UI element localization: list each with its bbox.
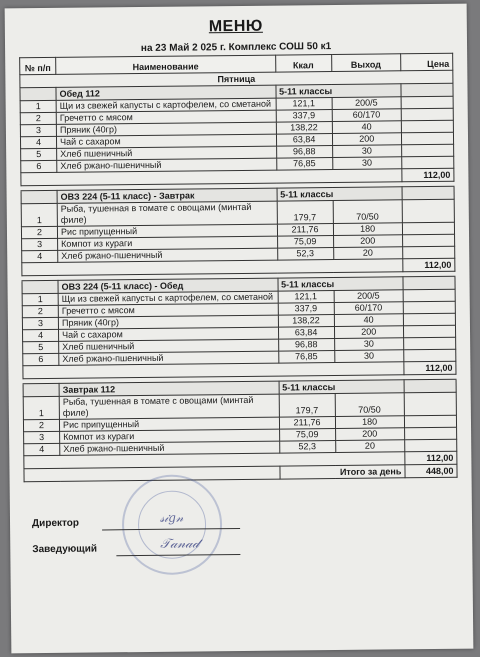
item-price	[403, 325, 455, 338]
item-price	[402, 222, 454, 235]
day-label: Пятница	[20, 70, 453, 88]
item-price	[401, 96, 453, 109]
item-number: 1	[21, 203, 57, 226]
item-price	[404, 415, 456, 428]
item-output: 30	[332, 157, 401, 170]
item-name: Компот из кураги	[60, 429, 280, 443]
item-kcal: 211,76	[277, 224, 333, 237]
item-name: Щи из свежей капусты с картофелем, со сметаной	[56, 98, 276, 112]
item-output: 30	[332, 145, 401, 158]
item-output: 20	[333, 247, 402, 260]
item-name: Хлеб пшеничный	[57, 146, 277, 160]
item-output: 60/170	[332, 109, 401, 122]
item-kcal: 337,9	[276, 110, 332, 123]
item-number: 5	[21, 148, 57, 160]
item-price	[403, 337, 455, 350]
item-number: 3	[22, 238, 58, 250]
section-name: ОВЗ 224 (5-11 класс) - Обед	[58, 278, 278, 293]
item-name: Хлеб пшеничный	[59, 339, 279, 353]
item-price	[401, 120, 453, 133]
item-output: 30	[334, 350, 403, 363]
section-name: Завтрак 112	[59, 381, 279, 396]
grand-total-value: 448,00	[405, 464, 457, 478]
item-output: 30	[334, 338, 403, 351]
item-output: 60/170	[334, 302, 403, 315]
item-number: 4	[24, 443, 60, 455]
menu-body	[20, 70, 457, 482]
section-num-cell	[20, 87, 56, 100]
header-name: Наименование	[56, 55, 276, 74]
item-output: 180	[333, 223, 402, 236]
item-name: Пряник (40гр)	[56, 122, 276, 136]
item-price	[401, 144, 453, 157]
item-kcal: 179,7	[277, 201, 333, 225]
item-output: 200/5	[332, 97, 401, 110]
item-kcal: 52,3	[279, 440, 335, 453]
item-output: 200	[334, 326, 403, 339]
page-title: МЕНЮ	[208, 17, 263, 36]
item-kcal: 179,7	[279, 394, 335, 418]
section-grade: 5-11 классы	[277, 187, 402, 201]
section-num-cell	[23, 383, 59, 396]
item-kcal: 63,84	[276, 134, 332, 147]
item-number: 2	[21, 226, 57, 238]
item-kcal: 52,3	[277, 248, 333, 261]
item-kcal: 337,9	[278, 303, 334, 316]
item-price	[404, 427, 456, 440]
section-num-cell	[22, 280, 58, 293]
item-number: 3	[22, 317, 58, 329]
section-grade: 5-11 классы	[278, 277, 403, 291]
item-number: 6	[21, 160, 57, 172]
item-output: 40	[332, 121, 401, 134]
item-name: Хлеб ржано-пшеничный	[59, 351, 279, 365]
item-output: 70/50	[335, 393, 405, 417]
page-subtitle: на 23 Май 2 025 г. Комплекс СОШ 50 к1	[140, 41, 332, 55]
section-name: Обед 112	[56, 85, 276, 100]
item-name: Гречетто с мясом	[58, 303, 278, 317]
item-name: Чай с сахаром	[59, 327, 279, 341]
item-kcal: 138,22	[278, 315, 334, 328]
director-label: Директор	[31, 517, 80, 530]
item-price	[404, 349, 456, 362]
item-price	[403, 289, 455, 302]
section-grade: 5-11 классы	[276, 84, 401, 98]
item-kcal: 76,85	[276, 158, 332, 171]
item-kcal: 76,85	[278, 351, 334, 364]
grand-total-label: Итого за день	[280, 465, 405, 479]
section-grade: 5-11 классы	[279, 380, 404, 394]
item-number: 3	[24, 431, 60, 443]
menu-sheet	[5, 4, 474, 654]
item-output: 20	[335, 440, 404, 453]
header-price: Цена	[400, 53, 452, 71]
section-price-cell	[403, 276, 455, 290]
item-kcal: 121,1	[278, 291, 334, 304]
item-name: Рыба, тушенная в томате с овощами (минтай филе)	[57, 201, 277, 226]
section-total: 112,00	[405, 451, 457, 465]
item-number: 6	[23, 353, 59, 365]
item-number: 4	[22, 250, 58, 262]
item-name: Рис припущенный	[59, 417, 279, 431]
section-price-cell	[402, 186, 454, 200]
section-total: 112,00	[404, 361, 456, 375]
item-price	[403, 313, 455, 326]
item-number: 4	[20, 136, 56, 148]
item-price	[402, 234, 454, 247]
item-name: Щи из свежей капусты с картофелем, со сметаной	[58, 291, 278, 305]
item-number: 5	[23, 341, 59, 353]
item-number: 1	[22, 293, 58, 305]
item-name: Хлеб ржано-пшеничный	[57, 158, 277, 172]
item-kcal: 211,76	[279, 417, 335, 430]
item-number: 2	[23, 419, 59, 431]
item-kcal: 75,09	[279, 428, 335, 441]
item-number: 2	[22, 305, 58, 317]
section-total: 112,00	[403, 258, 455, 272]
header-output: Выход	[331, 54, 401, 72]
item-number: 4	[23, 329, 59, 341]
section-price-cell	[404, 379, 456, 393]
header-num: № п/п	[20, 57, 56, 74]
section-name: ОВЗ 224 (5-11 класс) - Завтрак	[57, 188, 277, 203]
item-output: 200/5	[334, 290, 403, 303]
item-price	[402, 156, 454, 169]
item-kcal: 138,22	[276, 122, 332, 135]
item-price	[404, 392, 456, 416]
item-price	[402, 199, 454, 223]
item-output: 200	[332, 133, 401, 146]
signature-director: 𝓈𝒾𝑔𝓃	[159, 510, 184, 525]
item-price	[401, 132, 453, 145]
item-price	[403, 301, 455, 314]
section-num-cell	[21, 190, 57, 203]
header-kcal: Ккал	[275, 55, 331, 73]
menu-table	[19, 53, 457, 483]
item-name: Рис припущенный	[57, 224, 277, 238]
item-output: 200	[333, 235, 402, 248]
item-number: 3	[20, 124, 56, 136]
section-price-cell	[401, 83, 453, 97]
signature-manager: 𝒯𝒶𝓃𝒶𝒹	[160, 536, 200, 552]
item-name: Гречетто с мясом	[56, 110, 276, 124]
item-kcal: 63,84	[278, 327, 334, 340]
item-output: 70/50	[333, 200, 403, 224]
item-number: 2	[20, 112, 56, 124]
item-output: 200	[335, 428, 404, 441]
item-number: 1	[23, 396, 59, 419]
item-price	[403, 246, 455, 259]
item-name: Рыба, тушенная в томате с овощами (минтай филе)	[59, 394, 279, 419]
item-output: 180	[335, 416, 404, 429]
item-kcal: 96,88	[278, 339, 334, 352]
item-name: Пряник (40гр)	[58, 315, 278, 329]
item-name: Хлеб ржано-пшеничный	[58, 248, 278, 262]
section-total: 112,00	[402, 168, 454, 182]
manager-label: Заведующий	[32, 543, 98, 556]
item-name: Хлеб ржано-пшеничный	[60, 441, 280, 455]
item-number: 1	[20, 100, 56, 112]
item-price	[405, 439, 457, 452]
item-name: Компот из кураги	[58, 236, 278, 250]
item-output: 40	[334, 314, 403, 327]
item-kcal: 75,09	[277, 236, 333, 249]
item-kcal: 96,88	[276, 146, 332, 159]
item-price	[401, 108, 453, 121]
item-name: Чай с сахаром	[57, 134, 277, 148]
item-kcal: 121,1	[276, 98, 332, 111]
